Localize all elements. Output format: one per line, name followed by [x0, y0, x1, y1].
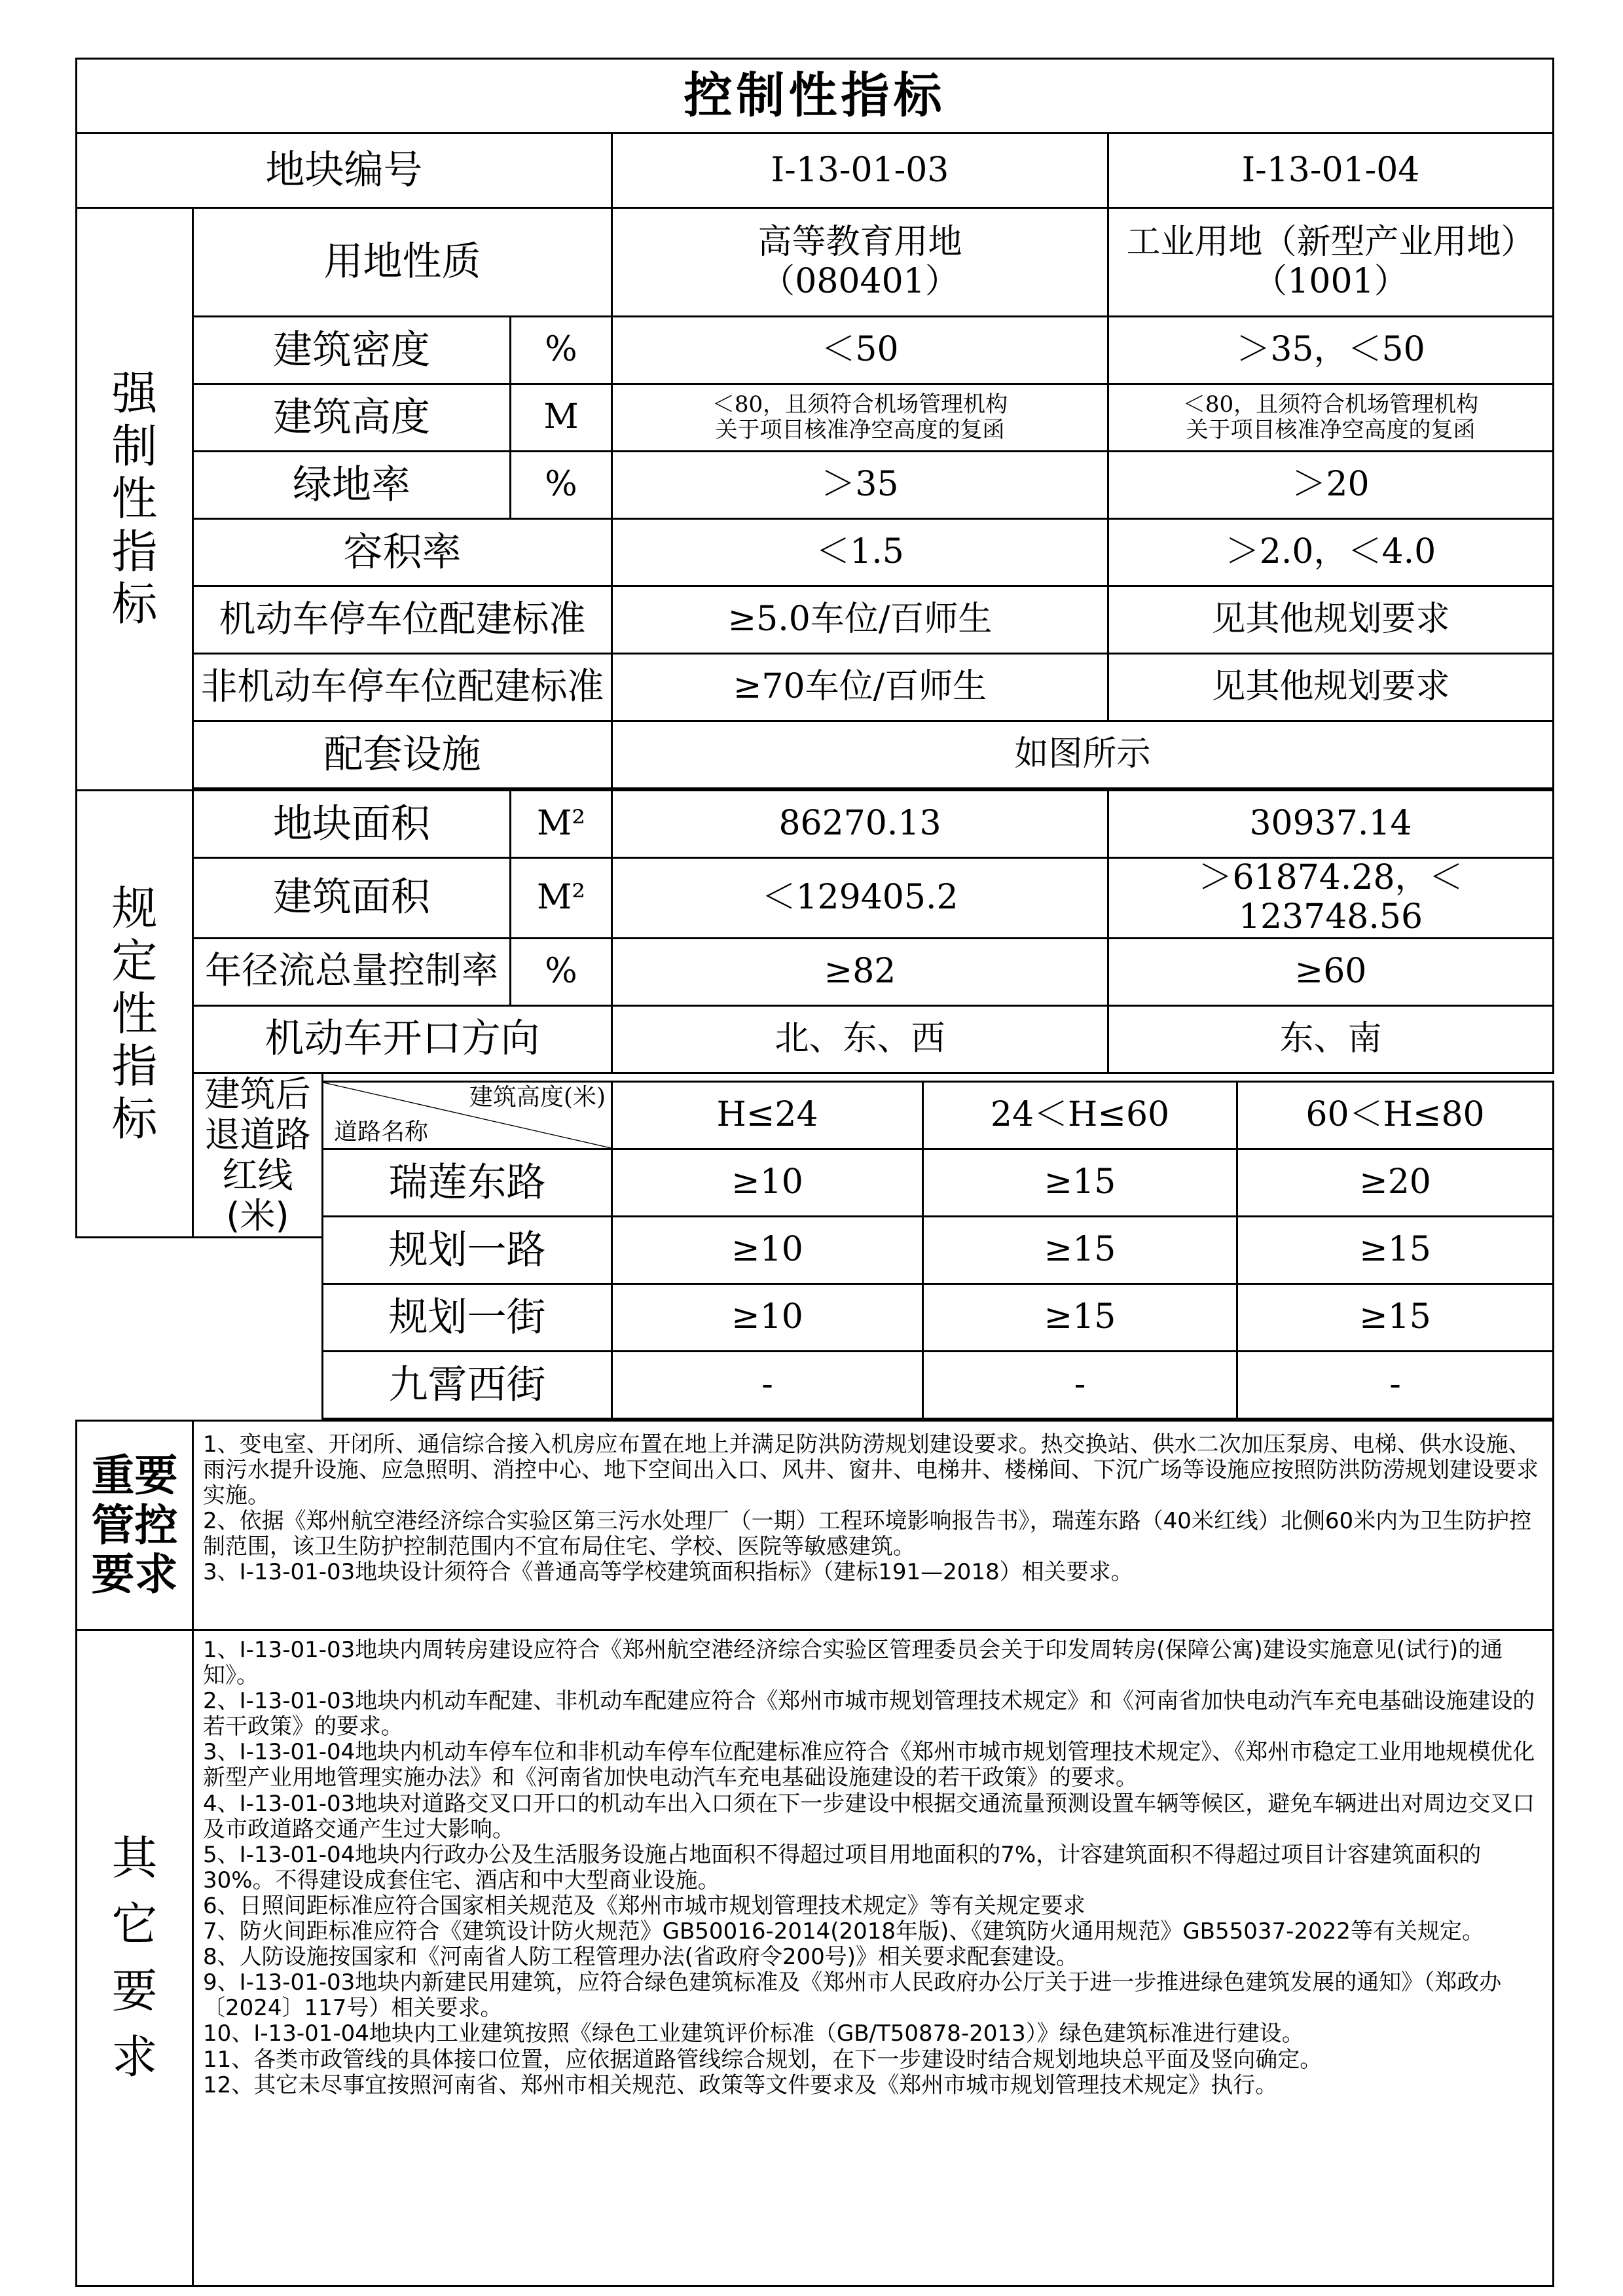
road-name: 九霄西街 — [323, 1352, 612, 1419]
green-ratio-a: ＞35 — [612, 452, 1108, 519]
height-label: 建筑高度 — [193, 384, 511, 452]
other-item: 11、各类市政管线的具体接口位置，应依据道路管线综合规划，在下一步建设时结合规划地块总平面及竖向确定。 — [203, 2046, 1322, 2073]
setback-col-2: 24＜H≤60 — [923, 1082, 1237, 1149]
bike-parking-label: 非机动车停车位配建标准 — [193, 654, 612, 721]
diagonal-top-label: 建筑高度(米) — [469, 1084, 606, 1111]
other-item: 4、I-13-01-03地块对道路交叉口开口的机动车出入口须在下一步建设中根据交通流量预测设置车辆等候区，避免车辆进出对周边交叉口及市政道路交通产生过大影响。 — [203, 1790, 1535, 1842]
far-label: 容积率 — [193, 519, 612, 586]
density-b: ＞35，＜50 — [1108, 317, 1554, 384]
facilities-label: 配套设施 — [193, 721, 612, 789]
other-category: 其 它 要 求 — [77, 1630, 193, 2286]
setback-value: ≥15 — [1237, 1284, 1554, 1352]
floor-area-a: ＜129405.2 — [612, 858, 1108, 939]
other-item: 9、I-13-01-03地块内新建民用建筑，应符合绿色建筑标准及《郑州市人民政府办公厅关于进一步推进绿色建筑发展的通知》（郑政办〔2024〕117号）相关要求。 — [203, 1969, 1502, 2022]
important-item: 1、变电室、开闭所、通信综合接入机房应布置在地上并满足防洪防涝规划建设要求。热交换站、供水二次加压泵房、电梯、供水设施、雨污水提升设施、应急照明、消控中心、地下空间出入口、风井、窗井、电梯井、楼梯间、下沉广场等设施应按照防洪防涝规划建设要求实施。 — [203, 1431, 1539, 1509]
setback-col-3: 60＜H≤80 — [1237, 1082, 1554, 1149]
setback-value: - — [923, 1352, 1237, 1419]
height-a: ＜80，且须符合机场管理机构 关于项目核准净空高度的复函 — [612, 384, 1108, 452]
other-item: 2、I-13-01-03地块内机动车配建、非机动车配建应符合《郑州市城市规划管理技术规定》和《河南省加快电动汽车充电基础设施建设的若干政策》的要求。 — [203, 1688, 1535, 1740]
far-b: ＞2.0，＜4.0 — [1108, 519, 1554, 586]
regulatory-category: 规 定 性 指 标 — [77, 791, 193, 1238]
setback-value: - — [1237, 1352, 1554, 1419]
access-b: 东、南 — [1108, 1005, 1554, 1073]
far-a: ＜1.5 — [612, 519, 1108, 586]
other-item: 12、其它未尽事宜按照河南省、郑州市相关规范、政策等文件要求及《郑州市城市规划管理技术规定》执行。 — [203, 2072, 1278, 2098]
other-item: 3、I-13-01-04地块内机动车停车位和非机动车停车位配建标准应符合《郑州市城市规划管理技术规定》、《郑州市稳定工业用地规模优化新型产业用地管理实施办法》和《河南省加快电动汽车充电基础设施建设的若干政策》的要求。 — [203, 1739, 1535, 1791]
plot-number-label: 地块编号 — [77, 134, 612, 208]
other-requirements — [193, 1630, 1554, 2286]
site-area-b: 30937.14 — [1108, 791, 1554, 858]
road-name: 规划一路 — [323, 1217, 612, 1284]
other-item: 1、I-13-01-03地块内周转房建设应符合《郑州航空港经济综合实验区管理委员会关于印发周转房(保障公寓)建设实施意见(试行)的通知》。 — [203, 1637, 1503, 1689]
setback-value: ≥10 — [612, 1284, 923, 1352]
setback-value: ≥10 — [612, 1149, 923, 1217]
important-item: 2、依据《郑州航空港经济综合实验区第三污水处理厂（一期）工程环境影响报告书》，瑞莲东路（40米红线）北侧60米内为卫生防护控制范围，该卫生防护控制范围内不宜布局住宅、学校、医院等敏感建筑。 — [203, 1508, 1532, 1560]
access-a: 北、东、西 — [612, 1005, 1108, 1073]
floor-area-b: ＞61874.28，＜123748.56 — [1108, 858, 1554, 939]
setback-value: ≥15 — [923, 1149, 1237, 1217]
runoff-b: ≥60 — [1108, 938, 1554, 1005]
bike-parking-b: 见其他规划要求 — [1108, 654, 1554, 721]
setback-value: ≥20 — [1237, 1149, 1554, 1217]
other-item: 5、I-13-01-04地块内行政办公及生活服务设施占地面积不得超过项目用地面积的7%，计容建筑面积不得超过项目计容建筑面积的30%。不得建设成套住宅、酒店和中大型商业设施。 — [203, 1841, 1482, 1893]
density-unit: % — [511, 317, 612, 384]
land-use-b: 工业用地（新型产业用地） （1001） — [1108, 208, 1554, 317]
height-b: ＜80，且须符合机场管理机构 关于项目核准净空高度的复函 — [1108, 384, 1554, 452]
runoff-unit: % — [511, 938, 612, 1005]
setback-diagonal-header — [323, 1082, 612, 1149]
mandatory-category: 强 制 性 指 标 — [77, 208, 193, 791]
land-use-label: 用地性质 — [193, 208, 612, 317]
runoff-a: ≥82 — [612, 938, 1108, 1005]
land-use-a: 高等教育用地 （080401） — [612, 208, 1108, 317]
bike-parking-a: ≥70车位/百师生 — [612, 654, 1108, 721]
site-area-a: 86270.13 — [612, 791, 1108, 858]
green-ratio-b: ＞20 — [1108, 452, 1554, 519]
site-area-label: 地块面积 — [193, 791, 511, 858]
green-ratio-label: 绿地率 — [193, 452, 511, 519]
other-item: 8、人防设施按国家和《河南省人防工程管理办法(省政府令200号)》相关要求配套建设。 — [203, 1944, 1079, 1971]
setback-value: ≥10 — [612, 1217, 923, 1284]
height-unit: M — [511, 384, 612, 452]
plot-number-b: I-13-01-04 — [1108, 134, 1554, 208]
setback-table — [321, 1081, 1554, 1420]
car-parking-a: ≥5.0车位/百师生 — [612, 586, 1108, 654]
requirements-table — [75, 1420, 1554, 2287]
density-label: 建筑密度 — [193, 317, 511, 384]
facilities-value: 如图所示 — [612, 721, 1554, 789]
road-name: 瑞莲东路 — [323, 1149, 612, 1217]
control-index-sheet — [75, 58, 1552, 2286]
road-name: 规划一街 — [323, 1284, 612, 1352]
setback-side-label: 建筑后 退道路 红线 (米) — [193, 1073, 323, 1237]
setback-value: ≥15 — [923, 1284, 1237, 1352]
car-parking-label: 机动车停车位配建标准 — [193, 586, 612, 654]
setback-col-1: H≤24 — [612, 1082, 923, 1149]
green-ratio-unit: % — [511, 452, 612, 519]
access-label: 机动车开口方向 — [193, 1005, 612, 1073]
setback-value: ≥15 — [923, 1217, 1237, 1284]
important-item: 3、I-13-01-03地块设计须符合《普通高等学校建筑面积指标》（建标191—2018）相关要求。 — [203, 1559, 1133, 1586]
floor-area-label: 建筑面积 — [193, 858, 511, 939]
site-area-unit: M² — [511, 791, 612, 858]
other-item: 6、日照间距标准应符合国家相关规范及《郑州市城市规划管理技术规定》等有关规定要求 — [203, 1892, 1085, 1919]
other-item: 10、I-13-01-04地块内工业建筑按照《绿色工业建筑评价标准（GB/T50878-2013）》绿色建筑标准进行建设。 — [203, 2020, 1304, 2047]
other-item: 7、防火间距标准应符合《建筑设计防火规范》GB50016-2014(2018年版)、《建筑防火通用规范》GB55037-2022等有关规定。 — [203, 1918, 1484, 1945]
diagonal-bottom-label: 道路名称 — [334, 1118, 429, 1145]
car-parking-b: 见其他规划要求 — [1108, 586, 1554, 654]
runoff-label: 年径流总量控制率 — [193, 938, 511, 1005]
page-title: 控制性指标 — [77, 59, 1554, 134]
control-index-table — [75, 58, 1554, 1238]
important-requirements — [193, 1421, 1554, 1630]
important-category: 重要 管控 要求 — [77, 1421, 193, 1630]
plot-number-a: I-13-01-03 — [612, 134, 1108, 208]
setback-value: ≥15 — [1237, 1217, 1554, 1284]
density-a: ＜50 — [612, 317, 1108, 384]
setback-value: - — [612, 1352, 923, 1419]
floor-area-unit: M² — [511, 858, 612, 939]
